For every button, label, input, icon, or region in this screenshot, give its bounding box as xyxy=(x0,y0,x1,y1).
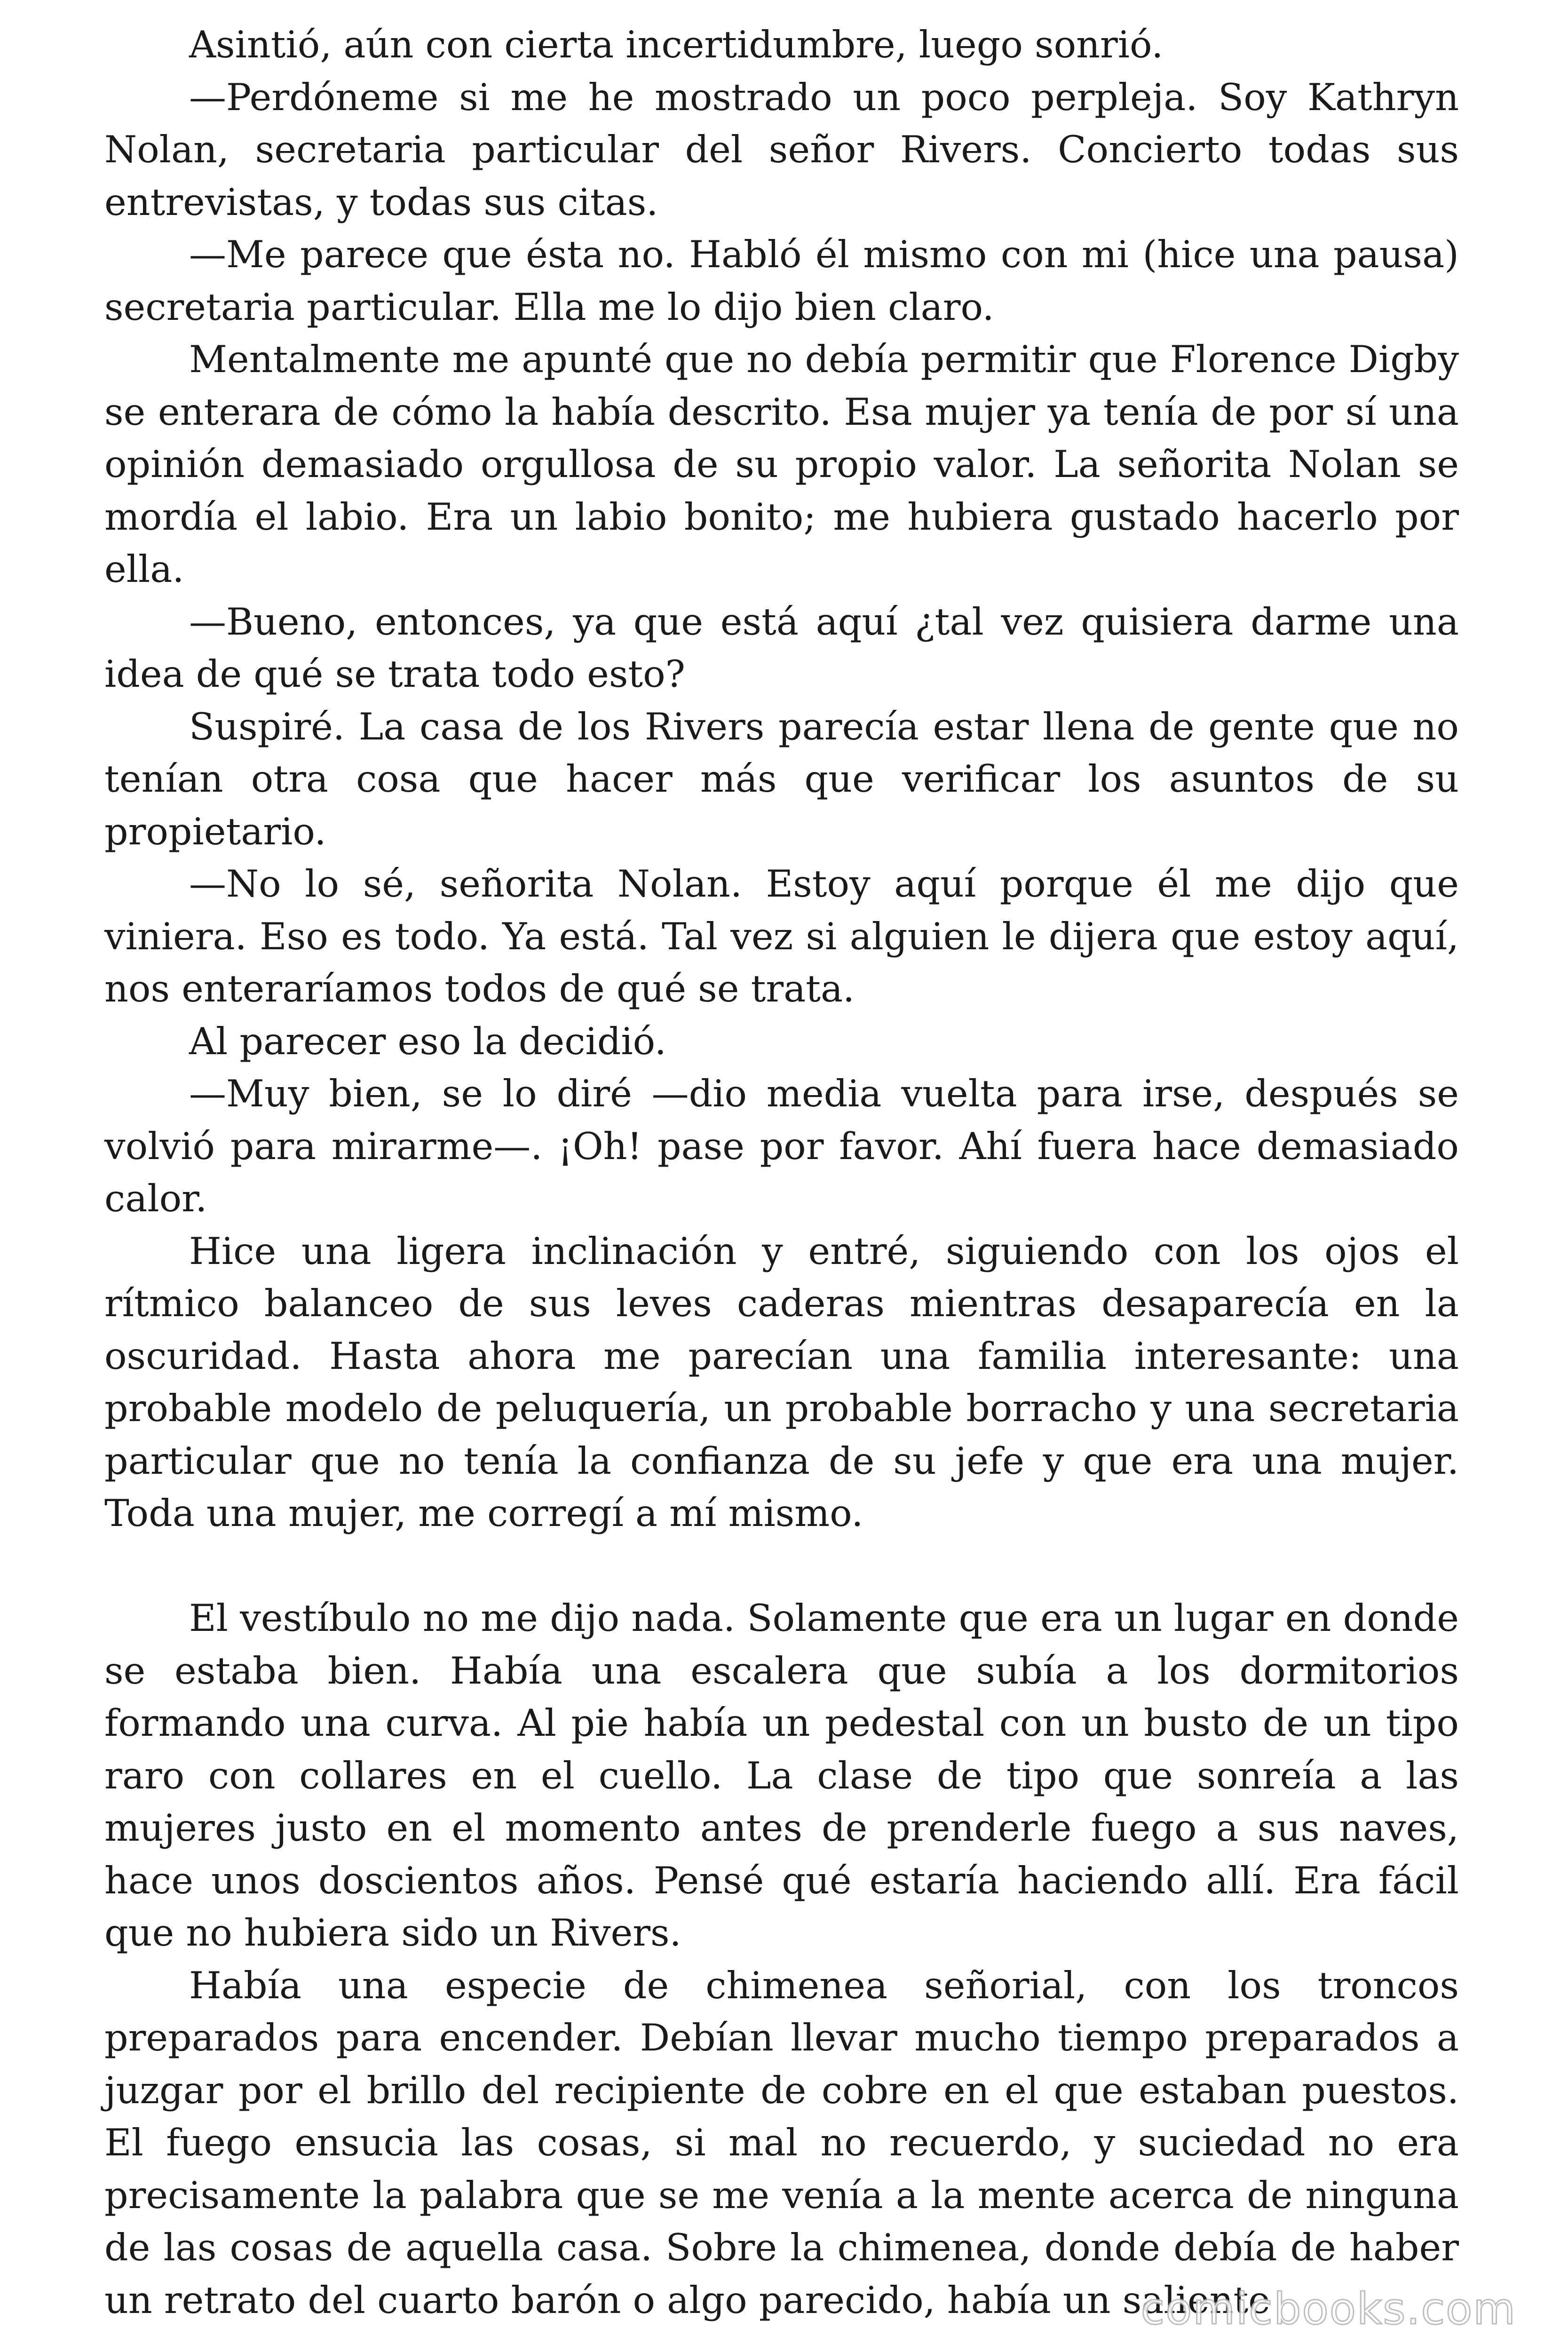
page-body xyxy=(104,19,1459,2327)
watermark-logo: comicbooks.com xyxy=(1140,2284,1516,2334)
paragraph: El vestíbulo no me dijo nada. Solamente que era un lugar en donde se estaba bien. Había una escalera que subía a los dormitorios formando una curva. Al pie había un pedestal con un busto de un tipo raro con collares en el cuello. La clase de tipo que sonreía a las mujeres justo en el momento antes de prenderle fuego a sus naves, hace unos doscientos años. Pensé qué estaría haciendo allí. Era fácil que no hubiera sido un Rivers. xyxy=(104,1597,1459,1955)
paragraph: Suspiré. La casa de los Rivers parecía estar llena de gente que no tenían otra cosa que hacer más que verificar los asuntos de su propietario. xyxy=(104,705,1459,853)
paragraph: Hice una ligera inclinación y entré, siguiendo con los ojos el rítmico balanceo de sus leves caderas mientras desaparecía en la oscuridad. Hasta ahora me parecían una familia interesante: una probable modelo de peluquería, un probable borracho y una secretaria particular que no tenía la confianza de su jefe y que era una mujer. Toda una mujer, me corregí a mí mismo. xyxy=(104,1229,1459,1535)
paragraph: Había una especie de chimenea señorial, con los troncos preparados para encender. Debían llevar mucho tiempo preparados a juzgar por el brillo del recipiente de cobre en el que estaban puestos. El fuego ensucia las cosas, si mal no recuerdo, y suciedad no era precisamente la palabra que se me venía a la mente acerca de ninguna de las cosas de aquella casa. Sobre la chimenea, donde debía de haber un retrato del cuarto barón o algo parecido, había un saliente xyxy=(104,1963,1459,2322)
paragraph: —Muy bien, se lo diré —dio media vuelta para irse, después se volvió para mirarme—. ¡Oh! pase por favor. Ahí fuera hace demasiado calor. xyxy=(104,1072,1459,1220)
paragraph: —Me parece que ésta no. Habló él mismo con mi (hice una pausa) secretaria particular. Ella me lo dijo bien claro. xyxy=(104,233,1459,329)
paragraph: —Perdóneme si me he mostrado un poco perpleja. Soy Kathryn Nolan, secretaria particular del señor Rivers. Concierto todas sus entrevistas, y todas sus citas. xyxy=(104,75,1459,224)
paragraph: —Bueno, entonces, ya que está aquí ¿tal vez quisiera darme una idea de qué se trata todo esto? xyxy=(104,600,1459,696)
paragraph: —No lo sé, señorita Nolan. Estoy aquí porque él me dijo que viniera. Eso es todo. Ya está. Tal vez si alguien le dijera que estoy aquí, nos enteraríamos todos de qué se trata. xyxy=(104,862,1459,1010)
paragraph: Al parecer eso la decidió. xyxy=(189,1019,666,1063)
paragraph: Asintió, aún con cierta incertidumbre, luego sonrió. xyxy=(189,23,1164,66)
section-break xyxy=(104,1540,1459,1593)
paragraph: Mentalmente me apunté que no debía permitir que Florence Digby se enterara de cómo la había descrito. Esa mujer ya tenía de por sí una opinión demasiado orgullosa de su propio valor. La señorita Nolan se mordía el labio. Era un labio bonito; me hubiera gustado hacerlo por ella. xyxy=(104,338,1459,591)
